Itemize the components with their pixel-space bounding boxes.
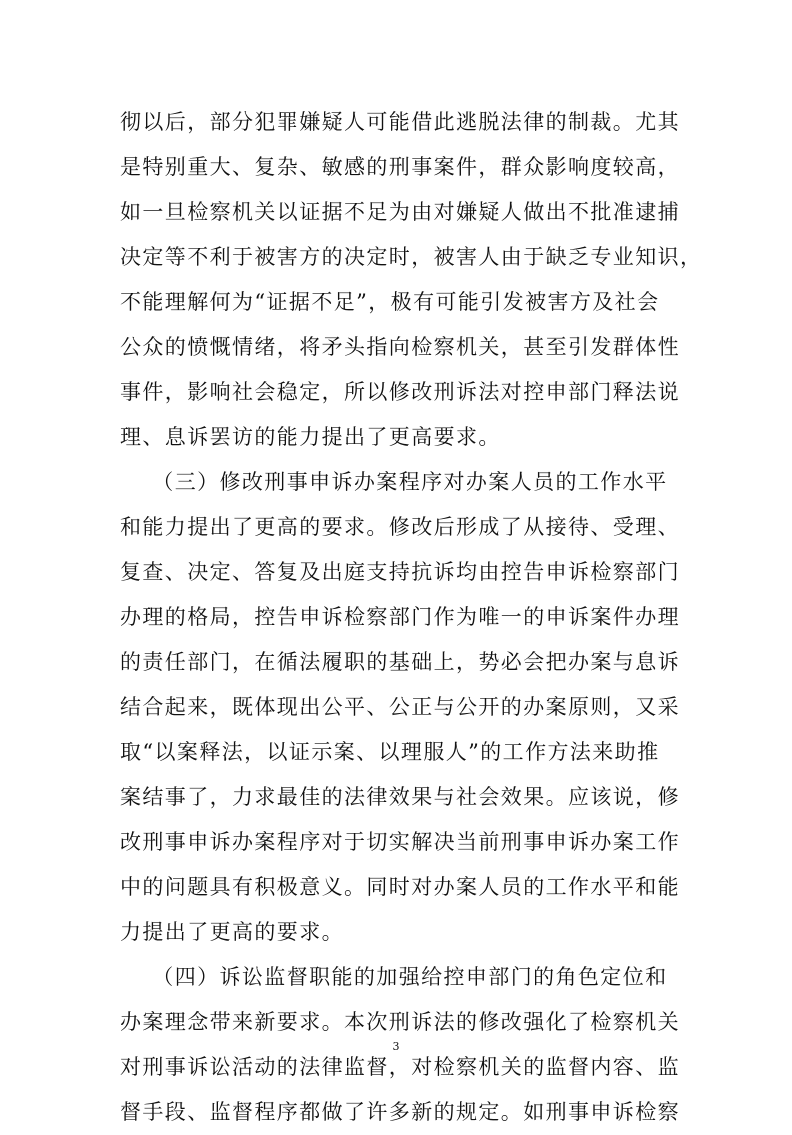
text-line: 结合起来，既体现出公平、公正与公开的办案原则，又采 xyxy=(120,695,680,719)
text-line: 办理的格局，控告申诉检察部门作为唯一的申诉案件办理 xyxy=(120,605,680,629)
text-line: 的责任部门，在循法履职的基础上，势必会把办案与息诉 xyxy=(120,650,680,674)
text-line: 和能力提出了更高的要求。修改后形成了从接待、受理、 xyxy=(120,515,680,539)
text-line: （三）修改刑事申诉办案程序对办案人员的工作水平 xyxy=(120,470,668,494)
text-line: 公众的愤慨情绪，将矛头指向检察机关，甚至引发群体性 xyxy=(120,335,680,359)
text-line: 不能理解何为“证据不足”，极有可能引发被害方及社会 xyxy=(120,290,660,314)
text-line: 决定等不利于被害方的决定时，被害人由于缺乏专业知识， xyxy=(120,245,703,269)
text-line: 中的问题具有积极意义。同时对办案人员的工作水平和能 xyxy=(120,875,680,899)
text-line: 是特别重大、复杂、敏感的刑事案件，群众影响度较高， xyxy=(120,155,680,179)
text-line: 力提出了更高的要求。 xyxy=(120,920,344,944)
text-line: 理、息诉罢访的能力提出了更高要求。 xyxy=(120,425,501,449)
text-line: 彻以后，部分犯罪嫌疑人可能借此逃脱法律的制裁。尤其 xyxy=(120,110,680,134)
text-line: 复查、决定、答复及出庭支持抗诉均由控告申诉检察部门 xyxy=(120,560,680,584)
text-line: 如一旦检察机关以证据不足为由对嫌疑人做出不批准逮捕 xyxy=(120,200,680,224)
body-text xyxy=(120,100,703,1135)
text-line: 案结事了，力求最佳的法律效果与社会效果。应该说，修 xyxy=(120,785,680,809)
text-line: 事件，影响社会稳定，所以修改刑诉法对控申部门释法说 xyxy=(120,380,680,404)
text-line: 对刑事诉讼活动的法律监督，对检察机关的监督内容、监 xyxy=(120,1055,680,1079)
text-line: 办案理念带来新要求。本次刑诉法的修改强化了检察机关 xyxy=(120,1010,680,1034)
text-line: （四）诉讼监督职能的加强给控申部门的角色定位和 xyxy=(120,965,668,989)
text-line: 改刑事申诉办案程序对于切实解决当前刑事申诉办案工作 xyxy=(120,830,680,854)
text-line: 取“以案释法，以证示案、以理服人”的工作方法来助推 xyxy=(120,740,660,764)
page-number: 3 xyxy=(392,1040,400,1053)
text-line: 督手段、监督程序都做了许多新的规定。如刑事申诉检察 xyxy=(120,1100,680,1124)
